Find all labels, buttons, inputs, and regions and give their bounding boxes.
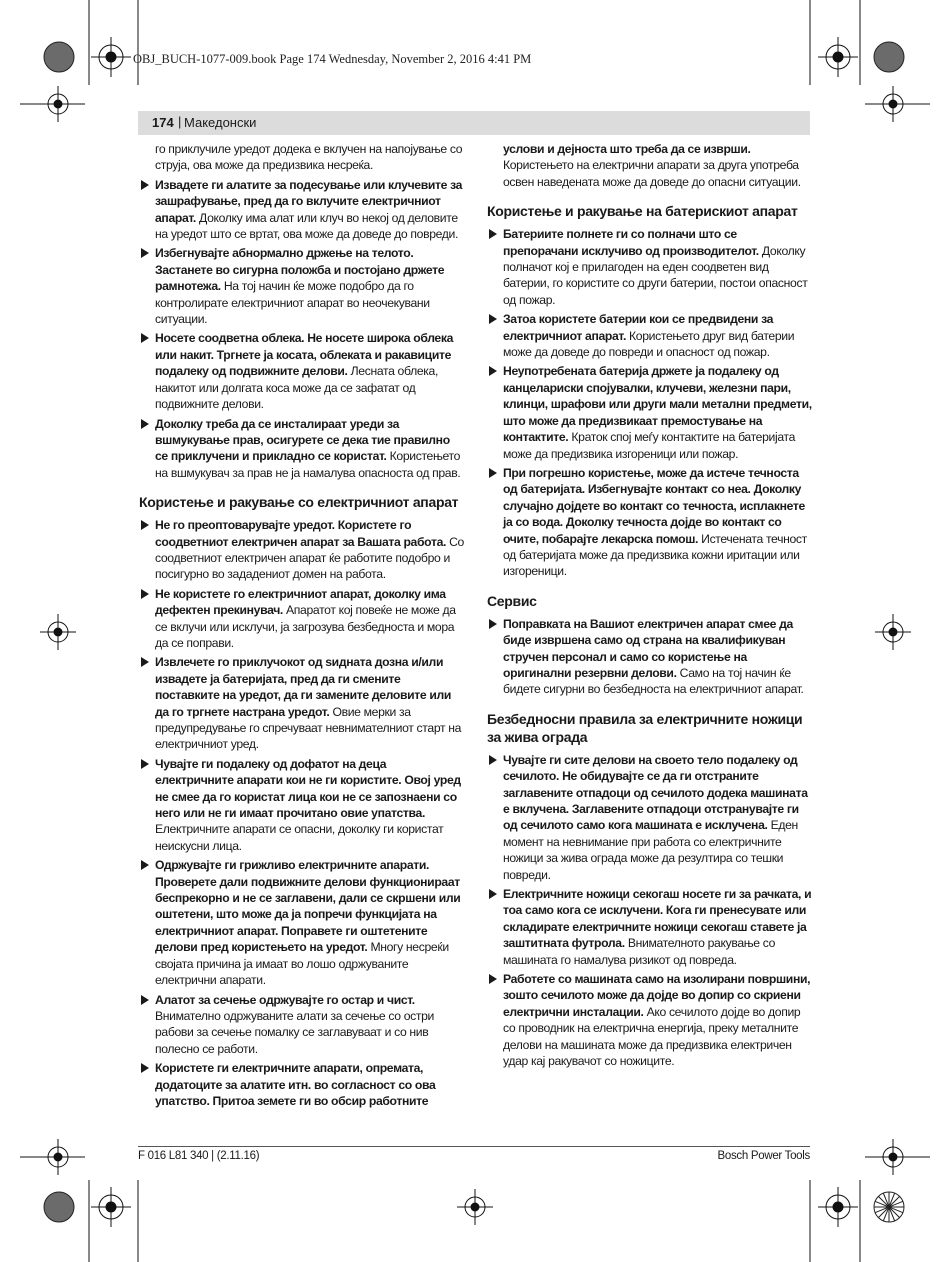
footer-doc-code: F 016 L81 340 | (2.11.16)	[138, 1150, 260, 1162]
list-item	[139, 177, 465, 243]
list-item-bold: Алатот за сечење одржувајте го остар и чист.	[155, 992, 415, 1007]
list-item	[139, 245, 465, 327]
list-item	[139, 857, 465, 988]
list-item-bold: Не го преоптоварувајте уредот. Користете го соодветниот електричен апарат за Вашата работа.	[155, 518, 447, 549]
footer-rule	[138, 1146, 810, 1147]
list-item-text: Доколку има алат или клуч во некој од деловите на уредот што се вртат, ова може да доведе до повреди.	[155, 210, 459, 242]
bullet-triangle-icon	[141, 1063, 149, 1073]
header-separator: |	[178, 114, 182, 129]
left-column	[139, 141, 465, 1109]
list-item-bold: Избегнувајте абнормално држење на телото. Застанете во сигурна положба и постојано држете рамнотежа.	[155, 246, 445, 294]
list-item-bold: Чувајте ги сите делови на своето тело подалеку од сечилото. Не обидувајте се да ги отстраните заглавените отпадоци од сечилото додека машината е вклучена. Заглавените отпадоци отстранувајте ги од сечилото само кога машината е исклучена.	[503, 752, 808, 833]
continuation-bold: услови и дејноста што треба да се изврши.	[503, 142, 751, 156]
list-item-text: Лесната облека, накитот или долгата коса може да се зафатат од подвижните делови.	[155, 364, 438, 412]
bullet-triangle-icon	[141, 333, 149, 343]
list-item-text: Внимателно одржуваните алати за сечење со остри рабови за сечење помалку се заглавуваат и со нив полесно се работи.	[155, 1008, 435, 1056]
bullet-triangle-icon	[141, 759, 149, 769]
list-item	[139, 654, 465, 752]
list-item-text: Електричните апарати се опасни, доколку ги користат неискусни лица.	[155, 822, 444, 853]
bullet-triangle-icon	[141, 520, 149, 530]
right-column	[487, 141, 813, 1070]
list-item-bold: Работете со машината само на изолирани површини, зошто сечилото може да дојде во допир со скриени електрични инсталации.	[503, 972, 811, 1019]
page-language: Македонски	[184, 115, 257, 130]
page-header-band	[138, 111, 810, 135]
list-item	[139, 992, 465, 1058]
list-item-bold: Одржувајте ги грижливо електричните апарати. Проверете дали подвижните делови функционираат беспрекорно и не се заглавени, дали се скршени или оштетени, што може да ја попречи функцијата на електричниот апарат. Поправете ги оштетените делови пред користењето на уредот.	[155, 858, 461, 955]
bullet-triangle-icon	[489, 366, 497, 376]
list-item-bold: Извадете ги алатите за подесување или клучевите за зашрафување, пред да го вклучите електричниот апарат.	[155, 177, 463, 225]
list-item-bold: Носете соодветна облека. Не носете широка облека или накит. Тргнете ја косата, облеката и ракавиците подалеку од подвижните делови.	[155, 331, 454, 379]
list-item-text: Многу несреќи својата причина ја имаат во лошо одржуваните електрични апарати.	[155, 940, 449, 988]
print-header: OBJ_BUCH-1077-009.book Page 174 Wednesday, November 2, 2016 4:41 PM	[133, 52, 532, 66]
list-item-bold: Извлечете го приклучокот од ѕидната дозна и/или извадете ја батеријата, пред да ги смените поставките на уредот, да ги замените деловите или да го тргнете настрана уредот.	[155, 655, 451, 719]
bullet-triangle-icon	[489, 755, 497, 765]
list-item	[139, 517, 465, 583]
bullet-triangle-icon	[489, 229, 497, 239]
bullet-triangle-icon	[489, 314, 497, 324]
list-item-bold: Користете ги електричните апарати, опремата, додатоците за алатите итн. во согласност со ова упатство. Притоа земете ги во обсир работните	[155, 1061, 436, 1108]
list-item-bold: Не користете го електричниот апарат, доколку има дефектен прекинувач.	[155, 586, 446, 618]
list-item-text: Еден момент на невнимание при работа со електричните ножици за жива ограда може да резултира со тешки повреди.	[503, 818, 798, 882]
page-number: 174	[152, 115, 174, 130]
list-item-bold: Поправката на Вашиот електричен апарат смее да биде извршена само од страна на квалификуван стручен персонал и само со користење на оригинални резервни делови.	[503, 616, 793, 680]
list-item	[487, 886, 813, 968]
list-item-text: Краток спој меѓу контактите на батеријата може да предизвика изгореници или пожар.	[503, 430, 796, 461]
bullet-triangle-icon	[141, 180, 149, 190]
list-item	[487, 971, 813, 1069]
list-item-bold: Затоа користете батерии кои се предвидени за електричниот апарат.	[503, 312, 774, 343]
list-item	[139, 416, 465, 482]
list-item-text: Внимателното ракување со машината го намалува ризикот од повреда.	[503, 936, 776, 967]
list-item	[487, 752, 813, 883]
bullet-triangle-icon	[141, 419, 149, 429]
list-item-bold: Доколку треба да се инсталираат уреди за вшмукување прав, осигурете се дека тие правилно се приклучени и прикладно се користат.	[155, 416, 450, 464]
section-heading: Користење и ракување со електричниот апарат	[139, 494, 459, 511]
list-item	[487, 616, 813, 698]
continuation-text: го приклучиле уредот додека е вклучен на напојување со струја, ова може да предизвика несреќа.	[155, 142, 463, 173]
list-item-text: Ако сечилото дојде во допир со проводник на електрична енергија, преку металните делови на машината може да предизвика електричен удар кај ракувачот со ножиците.	[503, 1004, 801, 1069]
bullet-triangle-icon	[141, 860, 149, 870]
bullet-triangle-icon	[141, 657, 149, 667]
bullet-triangle-icon	[141, 589, 149, 599]
bullet-triangle-icon	[489, 468, 497, 478]
bullet-triangle-icon	[489, 889, 497, 899]
list-item	[139, 1060, 465, 1109]
list-item-text: Користењето на вшмукувач за прав не ја намалува опасноста од прав.	[155, 449, 461, 480]
list-item	[139, 330, 465, 412]
list-item	[487, 226, 813, 308]
continuation-text	[503, 141, 813, 190]
list-item-text: Само на тој начин ќе бидете сигурни во безбедноста на електричниот апарат.	[503, 665, 804, 697]
list-item-text: Истечената течност од батеријата може да предизвика кожни иритации или изгореници.	[503, 531, 807, 579]
list-item	[139, 586, 465, 652]
bullet-triangle-icon	[141, 248, 149, 258]
list-item-bold: При погрешно користење, може да истече течноста од батеријата. Избегнувајте контакт со неа. Доколку случајно дојдете во контакт со течноста, исплакнете ја со вода. Доколку течноста дојде во контакт со очите, побарајте лекарска помош.	[503, 465, 805, 546]
list-item	[487, 311, 813, 360]
section-heading: Безбедносни правила за електричните ножици за жива ограда	[487, 710, 803, 745]
list-item-text: На тој начин ќе може подобро да го контролирате електричниот апарат во неочекувани ситуации.	[155, 279, 430, 327]
list-item-text: Доколку полначот кој е прилагоден на еден соодветен вид батерии, го користите со други батерии, постои опасност од пожар.	[503, 243, 808, 307]
section-heading: Сервис	[487, 592, 537, 609]
section-heading: Користење и ракување на батерискиот апарат	[487, 203, 798, 220]
list-item-bold: Батериите полнете ги со полначи што се препорачани исклучиво од производителот.	[503, 227, 759, 258]
bullet-triangle-icon	[141, 995, 149, 1005]
list-item-text: Користењето друг вид батерии може да доведе до повреди и опасност од пожар.	[503, 328, 795, 360]
list-item-bold: Електричните ножици секогаш носете ги за рачката, и тоа само кога се исклучени. Кога ги пренесувате или складирате електричните ножици секогаш ставете ја заштитната футрола.	[503, 887, 812, 951]
list-item-text: Овие мерки за предупредување го спречуваат невнимателниот старт на електричниот уред.	[155, 704, 462, 752]
continuation-plain: Користењето на електрични апарати за друга употреба освен наведената може да доведе до опасни ситуации.	[503, 158, 801, 189]
list-item-text: Со соодветниот електричен апарат ќе работите подобро и посигурно во зададениот домен на работа.	[155, 534, 464, 582]
bullet-triangle-icon	[489, 974, 497, 984]
bullet-triangle-icon	[489, 619, 497, 629]
list-item-text: Апаратот кој повеќе не може да се вклучи или исклучи, ја загрозува безбедноста и мора да се поправи.	[155, 603, 456, 650]
list-item	[139, 756, 465, 854]
footer-brand: Bosch Power Tools	[717, 1150, 810, 1162]
list-item-bold: Неупотребената батерија држете ја подалеку од канцелариски спојувалки, клучеви, железни пари, клинци, шрафови или други мали метални предмети, што може да предизвикаат премостување на контактите.	[503, 364, 812, 445]
list-item	[487, 363, 813, 461]
list-item-bold: Чувајте ги подалеку од дофатот на деца електричните апарати кои не ги користите. Овој уред не смее да го користат лица кои не се запознаени со него или не ги имаат прочитано овие упатства.	[155, 756, 461, 821]
list-item	[487, 465, 813, 580]
